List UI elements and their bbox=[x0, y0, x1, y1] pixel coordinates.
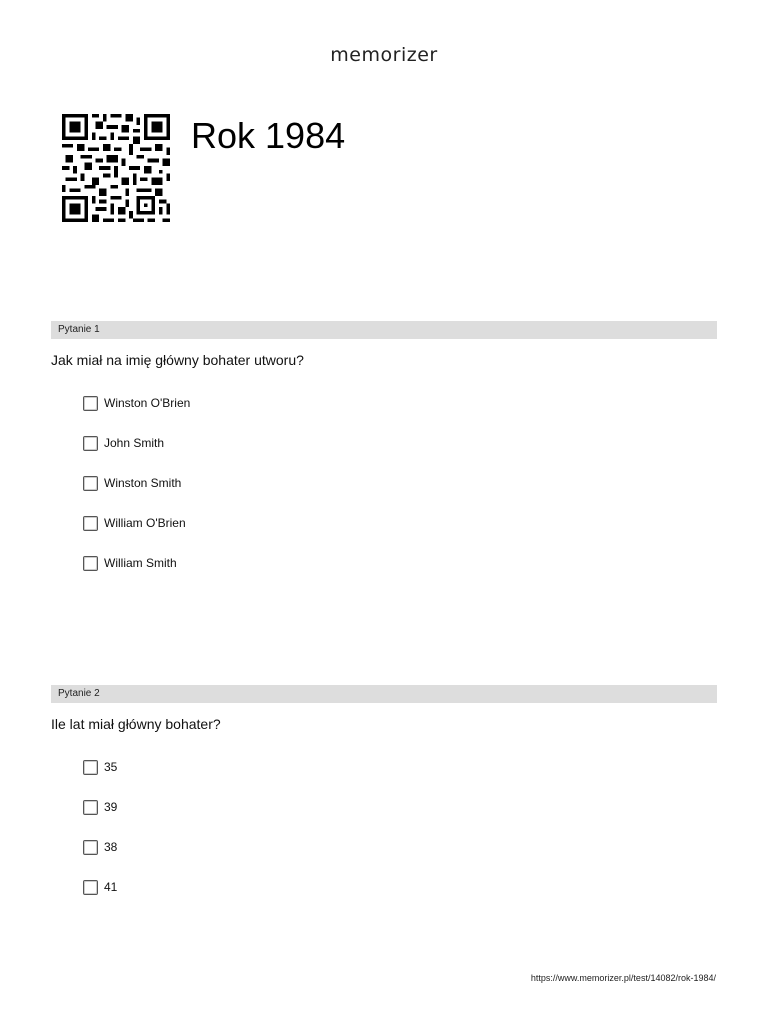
memorizer-logo: memorizer bbox=[330, 44, 438, 66]
option-label: 35 bbox=[104, 760, 118, 774]
option-label: Winston O'Brien bbox=[104, 396, 191, 410]
checkbox[interactable] bbox=[83, 840, 98, 855]
qr-code-icon bbox=[59, 114, 173, 222]
checkbox[interactable] bbox=[83, 800, 98, 815]
footer-url[interactable]: https://www.memorizer.pl/test/14082/rok-1984/ bbox=[530, 973, 716, 983]
option-label: 39 bbox=[104, 800, 118, 814]
question-2-option-2[interactable] bbox=[83, 798, 117, 816]
checkbox[interactable] bbox=[83, 436, 98, 451]
option-label: William Smith bbox=[104, 556, 177, 570]
question-1-option-2[interactable] bbox=[83, 434, 164, 452]
question-2-option-4[interactable] bbox=[83, 878, 117, 896]
option-label: Winston Smith bbox=[104, 476, 182, 490]
question-2-text: Ile lat miał główny bohater? bbox=[51, 716, 221, 732]
question-1-text: Jak miał na imię główny bohater utworu? bbox=[51, 352, 304, 368]
question-1-header: Pytanie 1 bbox=[51, 321, 717, 339]
checkbox[interactable] bbox=[83, 760, 98, 775]
checkbox[interactable] bbox=[83, 880, 98, 895]
checkbox[interactable] bbox=[83, 516, 98, 531]
checkbox[interactable] bbox=[83, 396, 98, 411]
question-1-option-4[interactable] bbox=[83, 514, 186, 532]
question-2-option-1[interactable] bbox=[83, 758, 117, 776]
option-label: William O'Brien bbox=[104, 516, 186, 530]
question-1-option-1[interactable] bbox=[83, 394, 190, 412]
checkbox[interactable] bbox=[83, 476, 98, 491]
checkbox[interactable] bbox=[83, 556, 98, 571]
option-label: 38 bbox=[104, 840, 118, 854]
option-label: John Smith bbox=[104, 436, 165, 450]
question-2-header: Pytanie 2 bbox=[51, 685, 717, 703]
option-label: 41 bbox=[104, 880, 118, 894]
question-1-option-3[interactable] bbox=[83, 474, 181, 492]
page-title: Rok 1984 bbox=[191, 115, 346, 156]
question-1-option-5[interactable] bbox=[83, 554, 177, 572]
question-2-option-3[interactable] bbox=[83, 838, 117, 856]
